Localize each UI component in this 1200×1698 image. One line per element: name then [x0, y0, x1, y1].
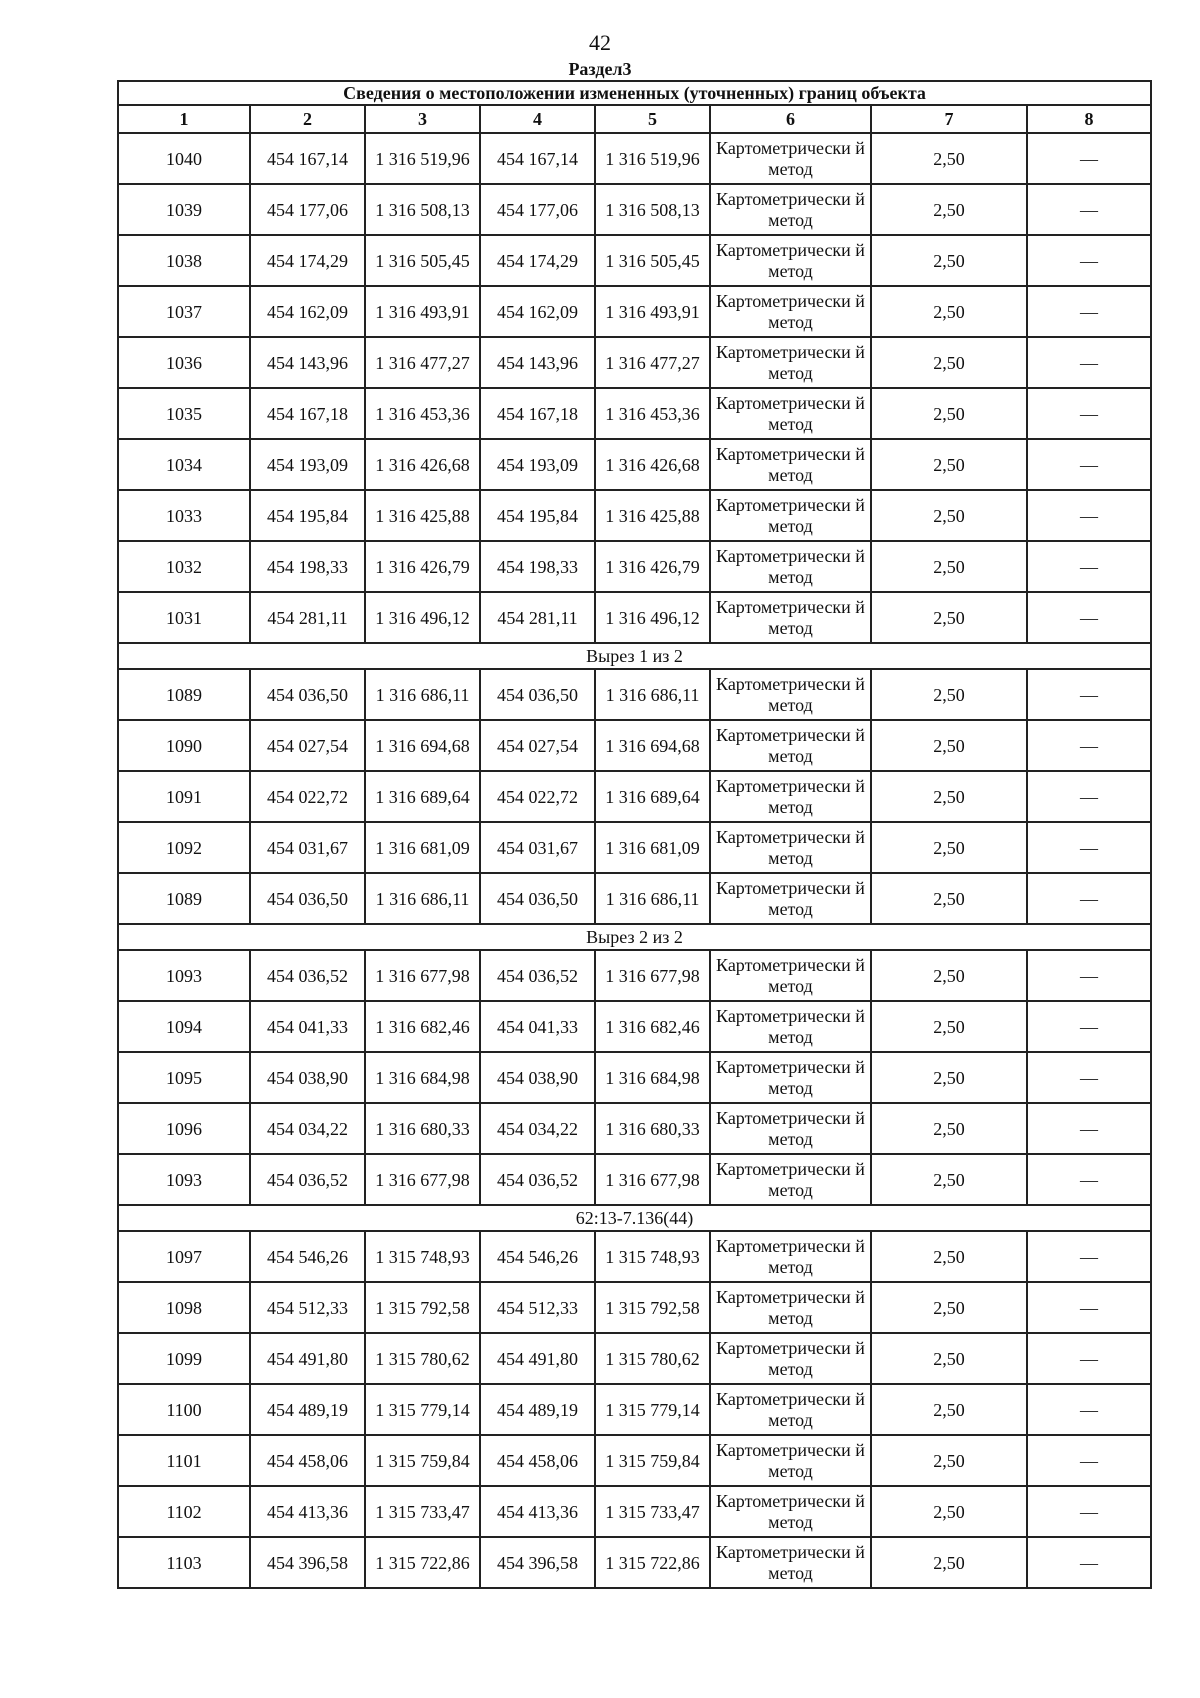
description-cell: —: [1027, 873, 1151, 924]
accuracy-cell: 2,50: [871, 1052, 1027, 1103]
description-cell: —: [1027, 1282, 1151, 1333]
y-existing-cell: 1 315 792,58: [365, 1282, 480, 1333]
method-cell: Картометрически й метод: [710, 388, 871, 439]
point-number-cell: 1031: [118, 592, 250, 643]
method-cell: Картометрически й метод: [710, 1486, 871, 1537]
y-existing-cell: 1 316 496,12: [365, 592, 480, 643]
x-new-cell: 454 162,09: [480, 286, 595, 337]
x-new-cell: 454 036,50: [480, 669, 595, 720]
description-cell: —: [1027, 133, 1151, 184]
y-existing-cell: 1 315 759,84: [365, 1435, 480, 1486]
method-cell: Картометрически й метод: [710, 133, 871, 184]
method-cell: Картометрически й метод: [710, 1052, 871, 1103]
accuracy-cell: 2,50: [871, 1103, 1027, 1154]
description-cell: —: [1027, 388, 1151, 439]
table-row: [118, 1052, 1151, 1103]
y-new-cell: 1 316 505,45: [595, 235, 710, 286]
group-label-row: [118, 1205, 1151, 1231]
point-number-cell: 1100: [118, 1384, 250, 1435]
method-cell: Картометрически й метод: [710, 1001, 871, 1052]
table-row: [118, 541, 1151, 592]
y-existing-cell: 1 316 689,64: [365, 771, 480, 822]
description-cell: —: [1027, 286, 1151, 337]
y-new-cell: 1 316 426,68: [595, 439, 710, 490]
y-existing-cell: 1 316 677,98: [365, 950, 480, 1001]
y-existing-cell: 1 316 508,13: [365, 184, 480, 235]
accuracy-cell: 2,50: [871, 1486, 1027, 1537]
description-cell: —: [1027, 950, 1151, 1001]
table-caption-row: [118, 81, 1151, 105]
y-new-cell: 1 316 508,13: [595, 184, 710, 235]
method-cell: Картометрически й метод: [710, 1282, 871, 1333]
point-number-cell: 1093: [118, 1154, 250, 1205]
column-header: 3: [365, 105, 480, 133]
y-existing-cell: 1 316 493,91: [365, 286, 480, 337]
method-cell: Картометрически й метод: [710, 950, 871, 1001]
x-new-cell: 454 177,06: [480, 184, 595, 235]
x-new-cell: 454 491,80: [480, 1333, 595, 1384]
x-new-cell: 454 167,14: [480, 133, 595, 184]
method-cell: Картометрически й метод: [710, 1231, 871, 1282]
method-cell: Картометрически й метод: [710, 1435, 871, 1486]
description-cell: —: [1027, 1052, 1151, 1103]
y-new-cell: 1 316 684,98: [595, 1052, 710, 1103]
x-existing-cell: 454 195,84: [250, 490, 365, 541]
accuracy-cell: 2,50: [871, 1154, 1027, 1205]
y-new-cell: 1 316 519,96: [595, 133, 710, 184]
column-header-row: [118, 105, 1151, 133]
group-label: 62:13-7.136(44): [118, 1205, 1151, 1231]
point-number-cell: 1040: [118, 133, 250, 184]
table-row: [118, 1103, 1151, 1154]
y-new-cell: 1 315 779,14: [595, 1384, 710, 1435]
description-cell: —: [1027, 720, 1151, 771]
accuracy-cell: 2,50: [871, 592, 1027, 643]
description-cell: —: [1027, 541, 1151, 592]
x-new-cell: 454 546,26: [480, 1231, 595, 1282]
table-row: [118, 669, 1151, 720]
page-number: 42: [589, 30, 611, 55]
accuracy-cell: 2,50: [871, 1282, 1027, 1333]
point-number-cell: 1102: [118, 1486, 250, 1537]
description-cell: —: [1027, 592, 1151, 643]
column-header: 7: [871, 105, 1027, 133]
description-cell: —: [1027, 1154, 1151, 1205]
description-cell: —: [1027, 669, 1151, 720]
description-cell: —: [1027, 1001, 1151, 1052]
accuracy-cell: 2,50: [871, 873, 1027, 924]
method-cell: Картометрически й метод: [710, 184, 871, 235]
x-existing-cell: 454 281,11: [250, 592, 365, 643]
x-new-cell: 454 281,11: [480, 592, 595, 643]
x-new-cell: 454 174,29: [480, 235, 595, 286]
point-number-cell: 1094: [118, 1001, 250, 1052]
method-cell: Картометрически й метод: [710, 1103, 871, 1154]
y-existing-cell: 1 315 722,86: [365, 1537, 480, 1588]
y-new-cell: 1 316 677,98: [595, 1154, 710, 1205]
table-row: [118, 592, 1151, 643]
y-new-cell: 1 316 677,98: [595, 950, 710, 1001]
x-new-cell: 454 396,58: [480, 1537, 595, 1588]
description-cell: —: [1027, 1333, 1151, 1384]
y-new-cell: 1 316 680,33: [595, 1103, 710, 1154]
point-number-cell: 1099: [118, 1333, 250, 1384]
y-existing-cell: 1 315 780,62: [365, 1333, 480, 1384]
x-existing-cell: 454 458,06: [250, 1435, 365, 1486]
x-existing-cell: 454 041,33: [250, 1001, 365, 1052]
y-new-cell: 1 315 780,62: [595, 1333, 710, 1384]
column-header: 4: [480, 105, 595, 133]
x-new-cell: 454 195,84: [480, 490, 595, 541]
accuracy-cell: 2,50: [871, 541, 1027, 592]
y-existing-cell: 1 316 680,33: [365, 1103, 480, 1154]
description-cell: —: [1027, 771, 1151, 822]
y-new-cell: 1 316 496,12: [595, 592, 710, 643]
method-cell: Картометрически й метод: [710, 1333, 871, 1384]
accuracy-cell: 2,50: [871, 1001, 1027, 1052]
table-row: [118, 950, 1151, 1001]
x-existing-cell: 454 546,26: [250, 1231, 365, 1282]
x-new-cell: 454 022,72: [480, 771, 595, 822]
y-new-cell: 1 316 686,11: [595, 669, 710, 720]
y-existing-cell: 1 315 748,93: [365, 1231, 480, 1282]
method-cell: Картометрически й метод: [710, 541, 871, 592]
x-existing-cell: 454 143,96: [250, 337, 365, 388]
point-number-cell: 1090: [118, 720, 250, 771]
description-cell: —: [1027, 1486, 1151, 1537]
x-existing-cell: 454 198,33: [250, 541, 365, 592]
x-existing-cell: 454 177,06: [250, 184, 365, 235]
point-number-cell: 1036: [118, 337, 250, 388]
point-number-cell: 1039: [118, 184, 250, 235]
y-existing-cell: 1 316 477,27: [365, 337, 480, 388]
x-new-cell: 454 489,19: [480, 1384, 595, 1435]
y-existing-cell: 1 316 681,09: [365, 822, 480, 873]
column-header: 6: [710, 105, 871, 133]
table-row: [118, 1486, 1151, 1537]
accuracy-cell: 2,50: [871, 388, 1027, 439]
x-existing-cell: 454 491,80: [250, 1333, 365, 1384]
y-existing-cell: 1 316 694,68: [365, 720, 480, 771]
x-new-cell: 454 143,96: [480, 337, 595, 388]
method-cell: Картометрически й метод: [710, 822, 871, 873]
y-new-cell: 1 316 477,27: [595, 337, 710, 388]
y-existing-cell: 1 315 733,47: [365, 1486, 480, 1537]
table-body: [118, 81, 1151, 1588]
x-new-cell: 454 193,09: [480, 439, 595, 490]
point-number-cell: 1089: [118, 669, 250, 720]
section-title: Раздел3: [568, 59, 632, 79]
accuracy-cell: 2,50: [871, 133, 1027, 184]
method-cell: Картометрически й метод: [710, 235, 871, 286]
y-new-cell: 1 315 759,84: [595, 1435, 710, 1486]
y-new-cell: 1 316 426,79: [595, 541, 710, 592]
group-label: Вырез 1 из 2: [118, 643, 1151, 669]
accuracy-cell: 2,50: [871, 439, 1027, 490]
x-existing-cell: 454 167,14: [250, 133, 365, 184]
accuracy-cell: 2,50: [871, 1537, 1027, 1588]
group-label-row: [118, 924, 1151, 950]
y-existing-cell: 1 315 779,14: [365, 1384, 480, 1435]
description-cell: —: [1027, 235, 1151, 286]
method-cell: Картометрически й метод: [710, 592, 871, 643]
table-row: [118, 822, 1151, 873]
x-new-cell: 454 198,33: [480, 541, 595, 592]
point-number-cell: 1038: [118, 235, 250, 286]
group-label: Вырез 2 из 2: [118, 924, 1151, 950]
x-existing-cell: 454 036,50: [250, 873, 365, 924]
x-new-cell: 454 036,52: [480, 950, 595, 1001]
method-cell: Картометрически й метод: [710, 490, 871, 541]
table-row: [118, 388, 1151, 439]
table-row: [118, 1333, 1151, 1384]
table-row: [118, 1154, 1151, 1205]
y-new-cell: 1 315 733,47: [595, 1486, 710, 1537]
y-new-cell: 1 316 681,09: [595, 822, 710, 873]
point-number-cell: 1103: [118, 1537, 250, 1588]
x-existing-cell: 454 193,09: [250, 439, 365, 490]
y-existing-cell: 1 316 426,68: [365, 439, 480, 490]
y-existing-cell: 1 316 677,98: [365, 1154, 480, 1205]
accuracy-cell: 2,50: [871, 950, 1027, 1001]
y-existing-cell: 1 316 453,36: [365, 388, 480, 439]
x-existing-cell: 454 038,90: [250, 1052, 365, 1103]
x-existing-cell: 454 022,72: [250, 771, 365, 822]
table-row: [118, 1231, 1151, 1282]
y-existing-cell: 1 316 686,11: [365, 669, 480, 720]
coordinates-table: [117, 80, 1152, 1589]
method-cell: Картометрически й метод: [710, 439, 871, 490]
method-cell: Картометрически й метод: [710, 1154, 871, 1205]
y-existing-cell: 1 316 425,88: [365, 490, 480, 541]
x-new-cell: 454 036,52: [480, 1154, 595, 1205]
table-row: [118, 873, 1151, 924]
column-header: 5: [595, 105, 710, 133]
accuracy-cell: 2,50: [871, 337, 1027, 388]
table-row: [118, 133, 1151, 184]
y-new-cell: 1 316 689,64: [595, 771, 710, 822]
description-cell: —: [1027, 490, 1151, 541]
table-row: [118, 439, 1151, 490]
y-new-cell: 1 316 493,91: [595, 286, 710, 337]
accuracy-cell: 2,50: [871, 669, 1027, 720]
table-row: [118, 286, 1151, 337]
accuracy-cell: 2,50: [871, 771, 1027, 822]
y-new-cell: 1 316 453,36: [595, 388, 710, 439]
x-existing-cell: 454 174,29: [250, 235, 365, 286]
table-caption: Сведения о местоположении измененных (уточненных) границ объекта: [118, 81, 1151, 105]
x-new-cell: 454 512,33: [480, 1282, 595, 1333]
column-header: 8: [1027, 105, 1151, 133]
table-row: [118, 490, 1151, 541]
x-new-cell: 454 458,06: [480, 1435, 595, 1486]
description-cell: —: [1027, 822, 1151, 873]
y-existing-cell: 1 316 505,45: [365, 235, 480, 286]
point-number-cell: 1092: [118, 822, 250, 873]
description-cell: —: [1027, 1384, 1151, 1435]
y-new-cell: 1 316 425,88: [595, 490, 710, 541]
method-cell: Картометрически й метод: [710, 286, 871, 337]
point-number-cell: 1089: [118, 873, 250, 924]
method-cell: Картометрически й метод: [710, 873, 871, 924]
accuracy-cell: 2,50: [871, 1231, 1027, 1282]
y-new-cell: 1 316 694,68: [595, 720, 710, 771]
x-existing-cell: 454 034,22: [250, 1103, 365, 1154]
accuracy-cell: 2,50: [871, 235, 1027, 286]
point-number-cell: 1091: [118, 771, 250, 822]
accuracy-cell: 2,50: [871, 822, 1027, 873]
accuracy-cell: 2,50: [871, 490, 1027, 541]
description-cell: —: [1027, 1231, 1151, 1282]
point-number-cell: 1035: [118, 388, 250, 439]
table-row: [118, 1435, 1151, 1486]
table-row: [118, 337, 1151, 388]
column-header: 2: [250, 105, 365, 133]
point-number-cell: 1037: [118, 286, 250, 337]
x-existing-cell: 454 162,09: [250, 286, 365, 337]
description-cell: —: [1027, 1537, 1151, 1588]
x-new-cell: 454 027,54: [480, 720, 595, 771]
description-cell: —: [1027, 1435, 1151, 1486]
table-row: [118, 184, 1151, 235]
y-existing-cell: 1 316 682,46: [365, 1001, 480, 1052]
table-row: [118, 1537, 1151, 1588]
accuracy-cell: 2,50: [871, 1435, 1027, 1486]
point-number-cell: 1097: [118, 1231, 250, 1282]
method-cell: Картометрически й метод: [710, 669, 871, 720]
x-existing-cell: 454 036,50: [250, 669, 365, 720]
y-new-cell: 1 316 682,46: [595, 1001, 710, 1052]
y-new-cell: 1 315 748,93: [595, 1231, 710, 1282]
table-row: [118, 771, 1151, 822]
x-existing-cell: 454 031,67: [250, 822, 365, 873]
x-new-cell: 454 413,36: [480, 1486, 595, 1537]
point-number-cell: 1032: [118, 541, 250, 592]
x-existing-cell: 454 036,52: [250, 950, 365, 1001]
point-number-cell: 1098: [118, 1282, 250, 1333]
y-new-cell: 1 315 792,58: [595, 1282, 710, 1333]
accuracy-cell: 2,50: [871, 184, 1027, 235]
x-new-cell: 454 038,90: [480, 1052, 595, 1103]
x-new-cell: 454 167,18: [480, 388, 595, 439]
x-new-cell: 454 034,22: [480, 1103, 595, 1154]
x-existing-cell: 454 396,58: [250, 1537, 365, 1588]
point-number-cell: 1095: [118, 1052, 250, 1103]
description-cell: —: [1027, 337, 1151, 388]
description-cell: —: [1027, 439, 1151, 490]
accuracy-cell: 2,50: [871, 720, 1027, 771]
x-existing-cell: 454 489,19: [250, 1384, 365, 1435]
y-existing-cell: 1 316 686,11: [365, 873, 480, 924]
x-existing-cell: 454 027,54: [250, 720, 365, 771]
x-existing-cell: 454 413,36: [250, 1486, 365, 1537]
column-header: 1: [118, 105, 250, 133]
point-number-cell: 1096: [118, 1103, 250, 1154]
table-row: [118, 720, 1151, 771]
table-row: [118, 1282, 1151, 1333]
x-existing-cell: 454 167,18: [250, 388, 365, 439]
table-row: [118, 1384, 1151, 1435]
y-existing-cell: 1 316 426,79: [365, 541, 480, 592]
table-row: [118, 235, 1151, 286]
method-cell: Картометрически й метод: [710, 720, 871, 771]
x-new-cell: 454 031,67: [480, 822, 595, 873]
description-cell: —: [1027, 184, 1151, 235]
method-cell: Картометрически й метод: [710, 337, 871, 388]
method-cell: Картометрически й метод: [710, 1384, 871, 1435]
point-number-cell: 1033: [118, 490, 250, 541]
method-cell: Картометрически й метод: [710, 771, 871, 822]
point-number-cell: 1101: [118, 1435, 250, 1486]
y-existing-cell: 1 316 519,96: [365, 133, 480, 184]
point-number-cell: 1093: [118, 950, 250, 1001]
method-cell: Картометрически й метод: [710, 1537, 871, 1588]
accuracy-cell: 2,50: [871, 1384, 1027, 1435]
x-existing-cell: 454 512,33: [250, 1282, 365, 1333]
point-number-cell: 1034: [118, 439, 250, 490]
x-new-cell: 454 041,33: [480, 1001, 595, 1052]
accuracy-cell: 2,50: [871, 286, 1027, 337]
group-label-row: [118, 643, 1151, 669]
y-new-cell: 1 316 686,11: [595, 873, 710, 924]
accuracy-cell: 2,50: [871, 1333, 1027, 1384]
description-cell: —: [1027, 1103, 1151, 1154]
table-row: [118, 1001, 1151, 1052]
y-existing-cell: 1 316 684,98: [365, 1052, 480, 1103]
y-new-cell: 1 315 722,86: [595, 1537, 710, 1588]
x-existing-cell: 454 036,52: [250, 1154, 365, 1205]
x-new-cell: 454 036,50: [480, 873, 595, 924]
